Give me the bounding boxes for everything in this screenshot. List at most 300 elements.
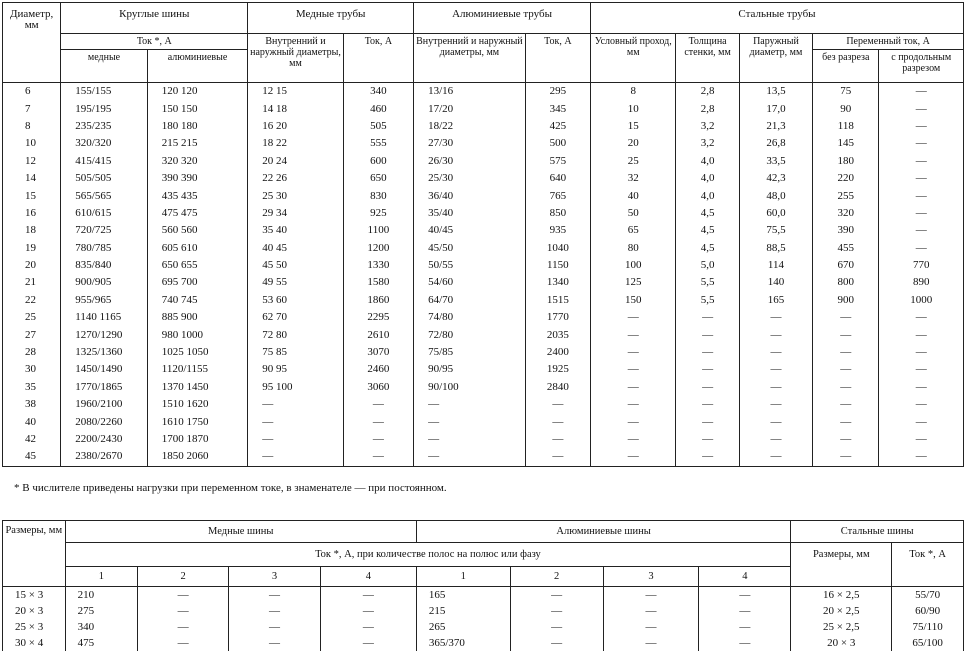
table-cell: 2,8 (676, 83, 739, 101)
table-cell: — (591, 326, 676, 343)
table-cell: 18 22 (248, 135, 343, 152)
table-cell: 1330 (343, 257, 413, 274)
table-cell: 720/725 (61, 222, 147, 239)
cu-count-3: 3 (229, 567, 321, 587)
table-cell: 650 (343, 170, 413, 187)
table-row (3, 257, 964, 274)
table-cell: 235/235 (61, 118, 147, 135)
table-cell: 165 (739, 292, 812, 309)
table-cell: 25 × 3 (3, 619, 66, 635)
table-cell: — (603, 619, 699, 635)
table-cell: 15 (3, 187, 61, 204)
al-current-header: Ток, А (525, 34, 590, 83)
table-cell: — (676, 361, 739, 378)
table-cell: 14 (3, 170, 61, 187)
table-cell: — (813, 361, 879, 378)
table-cell: 42,3 (739, 170, 812, 187)
table-cell: 2035 (525, 326, 590, 343)
table-cell: 5,0 (676, 257, 739, 274)
table-cell: — (510, 603, 603, 619)
table-cell: — (603, 603, 699, 619)
table-cell: — (739, 379, 812, 396)
table-cell: — (525, 448, 590, 466)
table-cell: — (603, 635, 699, 651)
table-cell: 54/60 (414, 274, 526, 291)
table-cell: 220 (813, 170, 879, 187)
table-cell: 10 (591, 100, 676, 117)
table-cell: 835/840 (61, 257, 147, 274)
table-cell: 20 (3, 257, 61, 274)
table-cell: — (510, 587, 603, 604)
table-cell: 30 (3, 361, 61, 378)
table-row (3, 344, 964, 361)
table-cell: — (879, 431, 964, 448)
table-cell: 50 (591, 205, 676, 222)
ac-current-header: Переменный ток, А (813, 34, 964, 50)
table-cell: 140 (739, 274, 812, 291)
table-cell: 4,5 (676, 205, 739, 222)
table-cell: 980 1000 (147, 326, 248, 343)
copper-bars-header: Медные шины (65, 521, 416, 543)
aluminium-header: алюминиевые (147, 50, 248, 83)
table-cell: 180 180 (147, 118, 248, 135)
steel-bars-header: Стальные шины (791, 521, 964, 543)
table-cell: 1960/2100 (61, 396, 147, 413)
table-cell: 14 18 (248, 100, 343, 117)
table-cell: 890 (879, 274, 964, 291)
table-cell: 16 × 2,5 (791, 587, 892, 604)
table-cell: 118 (813, 118, 879, 135)
table-cell: 1860 (343, 292, 413, 309)
table-cell: 640 (525, 170, 590, 187)
table-cell: 1770 (525, 309, 590, 326)
table-cell: — (591, 413, 676, 430)
table-cell: 60/90 (892, 603, 964, 619)
table-cell: 460 (343, 100, 413, 117)
table-cell: 265 (416, 619, 510, 635)
table-cell: — (879, 413, 964, 430)
table-cell: 1515 (525, 292, 590, 309)
table-cell: 40 (3, 413, 61, 430)
table-cell: — (414, 431, 526, 448)
table-cell: 935 (525, 222, 590, 239)
table-cell: 60,0 (739, 205, 812, 222)
table-cell: — (676, 344, 739, 361)
table-cell: 55/70 (892, 587, 964, 604)
table-cell: — (739, 413, 812, 430)
table-row (3, 274, 964, 291)
table-cell: 2400 (525, 344, 590, 361)
table-cell: — (138, 603, 229, 619)
table-cell: — (138, 587, 229, 604)
table-cell: — (229, 619, 321, 635)
table-cell: — (879, 309, 964, 326)
table-cell: — (879, 153, 964, 170)
table-cell: 80 (591, 240, 676, 257)
table-cell: 900 (813, 292, 879, 309)
table-cell: — (591, 448, 676, 466)
table-row (3, 153, 964, 170)
table-cell: 40 (591, 187, 676, 204)
table-cell: 455 (813, 240, 879, 257)
table-cell: — (676, 326, 739, 343)
table-cell: — (510, 635, 603, 651)
table-cell: 75 (813, 83, 879, 101)
table-cell: — (525, 396, 590, 413)
table-cell: 27 (3, 326, 61, 343)
with-cut-header: с продольным разрезом (879, 50, 964, 83)
al-count-2: 2 (510, 567, 603, 587)
table-cell: — (248, 413, 343, 430)
table-cell: 25 30 (248, 187, 343, 204)
table-cell: — (320, 635, 416, 651)
table-cell: 64/70 (414, 292, 526, 309)
table-cell: — (699, 587, 791, 604)
table-cell: 90 95 (248, 361, 343, 378)
table-cell: 1100 (343, 222, 413, 239)
table-cell: 740 745 (147, 292, 248, 309)
table-cell: — (879, 396, 964, 413)
table-cell: 2,8 (676, 100, 739, 117)
table-cell: 20 × 2,5 (791, 603, 892, 619)
table-cell: 165 (416, 587, 510, 604)
table-cell: 1850 2060 (147, 448, 248, 466)
table-cell: 88,5 (739, 240, 812, 257)
table-cell: — (813, 379, 879, 396)
table-cell: 215 (416, 603, 510, 619)
table-row (3, 619, 964, 635)
table-cell: 1200 (343, 240, 413, 257)
table-cell: — (320, 603, 416, 619)
table-cell: 25 × 2,5 (791, 619, 892, 635)
table-cell: — (343, 413, 413, 430)
table-cell: 45/50 (414, 240, 526, 257)
table-cell: — (591, 344, 676, 361)
table-cell: 275 (65, 603, 138, 619)
table-cell: — (591, 361, 676, 378)
table-cell: — (525, 431, 590, 448)
table-cell: — (879, 100, 964, 117)
table-cell: 555 (343, 135, 413, 152)
table-cell: 695 700 (147, 274, 248, 291)
table-cell: — (138, 635, 229, 651)
table-cell: — (343, 448, 413, 466)
table-cell: 885 900 (147, 309, 248, 326)
table-cell: 25 (3, 309, 61, 326)
table-cell: — (879, 326, 964, 343)
table-row (3, 187, 964, 204)
table-cell: 35 40 (248, 222, 343, 239)
table-cell: 75 85 (248, 344, 343, 361)
table-cell: 50/55 (414, 257, 526, 274)
table-cell: — (813, 448, 879, 466)
table-cell: 65/100 (892, 635, 964, 651)
table-cell: 1925 (525, 361, 590, 378)
table-cell: 33,5 (739, 153, 812, 170)
table-row (3, 135, 964, 152)
table-cell: 75/110 (892, 619, 964, 635)
table-row (3, 222, 964, 239)
table-cell: 5,5 (676, 292, 739, 309)
table-cell: 15 (591, 118, 676, 135)
table-cell: 16 20 (248, 118, 343, 135)
no-cut-header: без разреза (813, 50, 879, 83)
table-cell: 1025 1050 (147, 344, 248, 361)
steel-pipes-header: Стальные трубы (591, 3, 964, 34)
table-cell: 500 (525, 135, 590, 152)
table-cell: — (591, 379, 676, 396)
table-cell: 320/320 (61, 135, 147, 152)
table-cell: — (510, 619, 603, 635)
table-cell: 150 150 (147, 100, 248, 117)
table-cell: 2200/2430 (61, 431, 147, 448)
table-cell: 22 (3, 292, 61, 309)
table-row (3, 603, 964, 619)
table-cell: 345 (525, 100, 590, 117)
table-cell: 72/80 (414, 326, 526, 343)
table-cell: 26/30 (414, 153, 526, 170)
table-cell: — (813, 326, 879, 343)
table-cell: 35 (3, 379, 61, 396)
table-row (3, 100, 964, 117)
table-cell: 16 (3, 205, 61, 222)
table-cell: 1040 (525, 240, 590, 257)
table-cell: — (699, 619, 791, 635)
current-table-flat-bars (2, 520, 964, 651)
table-row (3, 292, 964, 309)
cu-count-1: 1 (65, 567, 138, 587)
table-cell: — (879, 448, 964, 466)
table-cell: 26,8 (739, 135, 812, 152)
table-cell: — (739, 361, 812, 378)
table-cell: 6 (3, 83, 61, 101)
table-cell: — (414, 448, 526, 466)
table-cell: — (699, 603, 791, 619)
al-count-1: 1 (416, 567, 510, 587)
table-cell: 1700 1870 (147, 431, 248, 448)
table-row (3, 326, 964, 343)
table-cell: 36/40 (414, 187, 526, 204)
table-cell: 435 435 (147, 187, 248, 204)
current-table-round-bars-pipes (2, 2, 964, 467)
table-row (3, 635, 964, 651)
table-cell: 20 (591, 135, 676, 152)
table-cell: 25/30 (414, 170, 526, 187)
table-cell: — (699, 635, 791, 651)
table-cell: 320 320 (147, 153, 248, 170)
copper-pipes-header: Медные трубы (248, 3, 414, 34)
table-cell: — (739, 431, 812, 448)
wall-header: Толщина стенки, мм (676, 34, 739, 83)
table-cell: 1000 (879, 292, 964, 309)
table-cell: 425 (525, 118, 590, 135)
table-cell: 505/505 (61, 170, 147, 187)
table-cell: 1450/1490 (61, 361, 147, 378)
table-cell: 30 × 4 (3, 635, 66, 651)
table-cell: — (813, 413, 879, 430)
table-cell: 390 390 (147, 170, 248, 187)
table-cell: 19 (3, 240, 61, 257)
table-cell: 45 (3, 448, 61, 466)
table-cell: — (229, 603, 321, 619)
table-cell: 20 × 3 (3, 603, 66, 619)
table-cell: 49 55 (248, 274, 343, 291)
table-cell: 114 (739, 257, 812, 274)
table-cell: — (676, 431, 739, 448)
table-cell: — (591, 396, 676, 413)
table-cell: 90/100 (414, 379, 526, 396)
table-cell: 38 (3, 396, 61, 413)
table-cell: 18 (3, 222, 61, 239)
table-cell: 40/45 (414, 222, 526, 239)
table-cell: 8 (3, 118, 61, 135)
table-cell: — (676, 448, 739, 466)
table-cell: — (879, 170, 964, 187)
table-cell: 4,5 (676, 240, 739, 257)
table-cell: 255 (813, 187, 879, 204)
table-cell: 3070 (343, 344, 413, 361)
cu-dims-header: Внутренний и наружный диаметры, мм (248, 34, 343, 83)
table-cell: 1150 (525, 257, 590, 274)
table-row (3, 431, 964, 448)
table-cell: 4,0 (676, 170, 739, 187)
table-cell: 90 (813, 100, 879, 117)
table-cell: 1770/1865 (61, 379, 147, 396)
table-cell: — (739, 396, 812, 413)
table-cell: 415/415 (61, 153, 147, 170)
table-cell: 3,2 (676, 118, 739, 135)
table-cell: — (525, 413, 590, 430)
table-cell: 150 (591, 292, 676, 309)
table-cell: 800 (813, 274, 879, 291)
table-cell: — (248, 448, 343, 466)
table-cell: 120 120 (147, 83, 248, 101)
steel-sizes-header: Размеры, мм (791, 543, 892, 587)
cu-count-2: 2 (138, 567, 229, 587)
table-cell: — (739, 309, 812, 326)
table-cell: — (879, 222, 964, 239)
table-cell: 1510 1620 (147, 396, 248, 413)
table-cell: 770 (879, 257, 964, 274)
table-cell: — (879, 361, 964, 378)
table-cell: 765 (525, 187, 590, 204)
table-cell: 32 (591, 170, 676, 187)
table-cell: 1325/1360 (61, 344, 147, 361)
table-cell: 72 80 (248, 326, 343, 343)
table-cell: — (229, 635, 321, 651)
table-cell: 1370 1450 (147, 379, 248, 396)
table-cell: 505 (343, 118, 413, 135)
table-cell: 180 (813, 153, 879, 170)
table-cell: 2460 (343, 361, 413, 378)
table-row (3, 448, 964, 466)
table-cell: — (138, 619, 229, 635)
table-row (3, 205, 964, 222)
table-cell: 28 (3, 344, 61, 361)
table-cell: 2610 (343, 326, 413, 343)
table-cell: 29 34 (248, 205, 343, 222)
table-cell: 650 655 (147, 257, 248, 274)
copper-header: медные (61, 50, 147, 83)
table-cell: — (879, 187, 964, 204)
table-cell: 475 (65, 635, 138, 651)
table-cell: 830 (343, 187, 413, 204)
table-cell: 145 (813, 135, 879, 152)
table-cell: 575 (525, 153, 590, 170)
table-cell: — (676, 396, 739, 413)
al-pipes-header: Алюминиевые трубы (414, 3, 591, 34)
table-cell: 600 (343, 153, 413, 170)
table-cell: — (739, 326, 812, 343)
current-by-count-header: Ток *, А, при количестве полос на полюс или фазу (65, 543, 791, 567)
table-cell: 10 (3, 135, 61, 152)
table-cell: 1120/1155 (147, 361, 248, 378)
sizes-header: Размеры, мм (3, 521, 66, 587)
table-row (3, 309, 964, 326)
table-cell: 900/905 (61, 274, 147, 291)
current-header: Ток *, А (61, 34, 248, 50)
table-cell: 125 (591, 274, 676, 291)
table-cell: — (879, 83, 964, 101)
table-cell: 605 610 (147, 240, 248, 257)
table-cell: — (813, 431, 879, 448)
table-cell: 45 50 (248, 257, 343, 274)
table-cell: 3,2 (676, 135, 739, 152)
table-cell: 7 (3, 100, 61, 117)
table-cell: 850 (525, 205, 590, 222)
diameter-header: Диаметр, мм (3, 3, 61, 83)
table-row (3, 413, 964, 430)
table-cell: 90/95 (414, 361, 526, 378)
table-cell: 210 (65, 587, 138, 604)
table-cell: 365/370 (416, 635, 510, 651)
table-cell: 1580 (343, 274, 413, 291)
outer-diameter-header: Паружный диаметр, мм (739, 34, 812, 83)
table-cell: 12 15 (248, 83, 343, 101)
al-count-4: 4 (699, 567, 791, 587)
table-cell: 75,5 (739, 222, 812, 239)
table-row (3, 379, 964, 396)
table-cell: 1340 (525, 274, 590, 291)
table-cell: 2080/2260 (61, 413, 147, 430)
table-cell: 565/565 (61, 187, 147, 204)
table-cell: 17,0 (739, 100, 812, 117)
table-cell: 74/80 (414, 309, 526, 326)
table-cell: 390 (813, 222, 879, 239)
table-cell: 42 (3, 431, 61, 448)
table-cell: — (343, 396, 413, 413)
al-dims-header: Внутренний и наружный диаметры, мм (414, 34, 526, 83)
table-cell: — (248, 431, 343, 448)
table-cell: — (414, 413, 526, 430)
table-cell: 3060 (343, 379, 413, 396)
table-cell: 1610 1750 (147, 413, 248, 430)
table-cell: — (879, 240, 964, 257)
table-cell: 610/615 (61, 205, 147, 222)
table-cell: 4,0 (676, 153, 739, 170)
table-cell: 2380/2670 (61, 448, 147, 466)
cu-count-4: 4 (320, 567, 416, 587)
table-cell: — (879, 344, 964, 361)
table-cell: — (676, 379, 739, 396)
table-cell: — (813, 396, 879, 413)
table-cell: 12 (3, 153, 61, 170)
table-cell: 2295 (343, 309, 413, 326)
table-cell: — (414, 396, 526, 413)
table-cell: 40 45 (248, 240, 343, 257)
table-cell: — (591, 431, 676, 448)
table-cell: 320 (813, 205, 879, 222)
